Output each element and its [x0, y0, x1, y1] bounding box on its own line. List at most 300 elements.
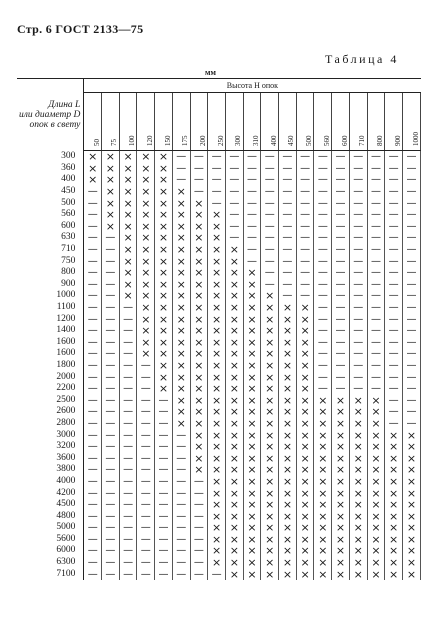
cell-mark-x: ×: [102, 197, 120, 209]
cell-mark-x: ×: [190, 441, 208, 453]
cell-mark-x: ×: [155, 255, 173, 267]
row-header-cell: [17, 79, 84, 151]
cell-mark-dash: —: [172, 557, 190, 569]
cell-mark-dash: —: [349, 174, 367, 186]
cell-mark-x: ×: [243, 510, 261, 522]
cell-mark-dash: —: [261, 221, 279, 233]
cell-mark-dash: —: [102, 534, 120, 546]
cell-mark-x: ×: [119, 267, 137, 279]
row-label: 3800: [17, 464, 84, 476]
cell-mark-dash: —: [137, 557, 155, 569]
cell-mark-x: ×: [208, 441, 226, 453]
cell-mark-x: ×: [172, 302, 190, 314]
cell-mark-x: ×: [349, 429, 367, 441]
cell-mark-dash: —: [119, 360, 137, 372]
table-row: [17, 337, 421, 349]
cell-mark-x: ×: [385, 534, 403, 546]
cell-mark-x: ×: [403, 476, 421, 488]
column-header-label: 900: [393, 135, 402, 146]
cell-mark-dash: —: [332, 197, 350, 209]
cell-mark-dash: —: [349, 325, 367, 337]
cell-mark-x: ×: [332, 464, 350, 476]
cell-mark-dash: —: [172, 429, 190, 441]
cell-mark-x: ×: [208, 487, 226, 499]
cell-mark-x: ×: [225, 418, 243, 430]
cell-mark-dash: —: [102, 487, 120, 499]
cell-mark-x: ×: [172, 255, 190, 267]
cell-mark-x: ×: [296, 371, 314, 383]
cell-mark-dash: —: [349, 337, 367, 349]
cell-mark-dash: —: [84, 325, 102, 337]
data-table: [17, 78, 421, 580]
cell-mark-dash: —: [102, 255, 120, 267]
table-row: [17, 557, 421, 569]
cell-mark-x: ×: [349, 476, 367, 488]
table-row: [17, 406, 421, 418]
cell-mark-dash: —: [367, 383, 385, 395]
cell-mark-dash: —: [332, 302, 350, 314]
column-header-label: 800: [375, 135, 384, 146]
cell-mark-dash: —: [349, 267, 367, 279]
cell-mark-dash: —: [279, 174, 297, 186]
cell-mark-dash: —: [225, 197, 243, 209]
row-label: 6300: [17, 557, 84, 569]
cell-mark-dash: —: [385, 197, 403, 209]
cell-mark-x: ×: [296, 476, 314, 488]
cell-mark-dash: —: [137, 429, 155, 441]
cell-mark-x: ×: [261, 487, 279, 499]
cell-mark-x: ×: [367, 487, 385, 499]
cell-mark-dash: —: [367, 325, 385, 337]
table-row: [17, 452, 421, 464]
cell-mark-x: ×: [225, 302, 243, 314]
cell-mark-dash: —: [172, 534, 190, 546]
cell-mark-dash: —: [84, 255, 102, 267]
cell-mark-x: ×: [349, 499, 367, 511]
cell-mark-x: ×: [208, 337, 226, 349]
cell-mark-dash: —: [243, 232, 261, 244]
cell-mark-dash: —: [385, 302, 403, 314]
cell-mark-dash: —: [332, 348, 350, 360]
cell-mark-dash: —: [385, 394, 403, 406]
cell-mark-dash: —: [84, 441, 102, 453]
cell-mark-dash: —: [137, 568, 155, 580]
cell-mark-dash: —: [332, 255, 350, 267]
cell-mark-x: ×: [261, 383, 279, 395]
cell-mark-dash: —: [102, 429, 120, 441]
column-header-label: 600: [340, 135, 349, 146]
cell-mark-dash: —: [279, 151, 297, 163]
cell-mark-dash: —: [385, 186, 403, 198]
cell-mark-x: ×: [332, 452, 350, 464]
cell-mark-x: ×: [403, 429, 421, 441]
cell-mark-dash: —: [119, 452, 137, 464]
cell-mark-x: ×: [225, 441, 243, 453]
row-label: 3000: [17, 429, 84, 441]
cell-mark-dash: —: [279, 255, 297, 267]
cell-mark-dash: —: [102, 557, 120, 569]
cell-mark-dash: —: [261, 174, 279, 186]
cell-mark-x: ×: [296, 360, 314, 372]
cell-mark-x: ×: [367, 476, 385, 488]
cell-mark-x: ×: [225, 325, 243, 337]
cell-mark-dash: —: [367, 174, 385, 186]
cell-mark-dash: —: [119, 313, 137, 325]
cell-mark-x: ×: [172, 337, 190, 349]
cell-mark-dash: —: [279, 232, 297, 244]
cell-mark-x: ×: [279, 557, 297, 569]
table-row: [17, 244, 421, 256]
table-row: [17, 487, 421, 499]
cell-mark-dash: —: [155, 568, 173, 580]
cell-mark-dash: —: [349, 221, 367, 233]
table-row: [17, 499, 421, 511]
column-header-label: 50: [92, 139, 101, 146]
cell-mark-x: ×: [314, 545, 332, 557]
cell-mark-dash: —: [102, 313, 120, 325]
cell-mark-x: ×: [137, 290, 155, 302]
cell-mark-dash: —: [403, 290, 421, 302]
cell-mark-dash: —: [119, 557, 137, 569]
cell-mark-x: ×: [385, 487, 403, 499]
cell-mark-x: ×: [314, 394, 332, 406]
column-header-label: 310: [252, 135, 261, 146]
cell-mark-x: ×: [332, 568, 350, 580]
cell-mark-x: ×: [190, 383, 208, 395]
row-header-line: или диаметр D: [19, 109, 81, 120]
cell-mark-x: ×: [349, 406, 367, 418]
cell-mark-x: ×: [84, 174, 102, 186]
cell-mark-x: ×: [314, 441, 332, 453]
cell-mark-x: ×: [208, 267, 226, 279]
cell-mark-dash: —: [119, 464, 137, 476]
cell-mark-dash: —: [403, 255, 421, 267]
cell-mark-x: ×: [190, 232, 208, 244]
cell-mark-dash: —: [332, 290, 350, 302]
cell-mark-dash: —: [403, 302, 421, 314]
cell-mark-dash: —: [119, 302, 137, 314]
row-label: 630: [17, 232, 84, 244]
cell-mark-dash: —: [84, 371, 102, 383]
cell-mark-x: ×: [385, 429, 403, 441]
cell-mark-x: ×: [137, 186, 155, 198]
cell-mark-x: ×: [332, 545, 350, 557]
cell-mark-x: ×: [137, 221, 155, 233]
cell-mark-dash: —: [349, 279, 367, 291]
cell-mark-x: ×: [208, 279, 226, 291]
row-label: 1600: [17, 337, 84, 349]
cell-mark-dash: —: [84, 383, 102, 395]
cell-mark-dash: —: [208, 186, 226, 198]
cell-mark-dash: —: [403, 418, 421, 430]
column-header: [243, 93, 261, 151]
cell-mark-dash: —: [102, 337, 120, 349]
cell-mark-x: ×: [208, 464, 226, 476]
cell-mark-x: ×: [172, 279, 190, 291]
cell-mark-x: ×: [155, 209, 173, 221]
cell-mark-dash: —: [84, 244, 102, 256]
cell-mark-x: ×: [314, 557, 332, 569]
cell-mark-dash: —: [367, 255, 385, 267]
cell-mark-dash: —: [314, 302, 332, 314]
cell-mark-dash: —: [155, 499, 173, 511]
cell-mark-x: ×: [155, 337, 173, 349]
cell-mark-dash: —: [172, 452, 190, 464]
cell-mark-x: ×: [243, 429, 261, 441]
cell-mark-dash: —: [403, 174, 421, 186]
cell-mark-dash: —: [172, 568, 190, 580]
table-row: [17, 348, 421, 360]
cell-mark-dash: —: [84, 499, 102, 511]
cell-mark-dash: —: [155, 429, 173, 441]
cell-mark-dash: —: [314, 337, 332, 349]
cell-mark-dash: —: [332, 221, 350, 233]
cell-mark-dash: —: [261, 267, 279, 279]
cell-mark-dash: —: [385, 360, 403, 372]
cell-mark-x: ×: [261, 313, 279, 325]
cell-mark-x: ×: [243, 545, 261, 557]
cell-mark-dash: —: [261, 232, 279, 244]
row-label: 750: [17, 255, 84, 267]
cell-mark-dash: —: [349, 151, 367, 163]
cell-mark-dash: —: [84, 406, 102, 418]
cell-mark-x: ×: [279, 394, 297, 406]
cell-mark-dash: —: [243, 197, 261, 209]
cell-mark-x: ×: [208, 394, 226, 406]
cell-mark-x: ×: [261, 557, 279, 569]
column-header: [137, 93, 155, 151]
cell-mark-dash: —: [119, 522, 137, 534]
cell-mark-dash: —: [403, 232, 421, 244]
cell-mark-x: ×: [225, 244, 243, 256]
cell-mark-x: ×: [137, 348, 155, 360]
cell-mark-x: ×: [155, 267, 173, 279]
cell-mark-x: ×: [119, 279, 137, 291]
cell-mark-dash: —: [119, 510, 137, 522]
cell-mark-dash: —: [155, 464, 173, 476]
column-header-label: 450: [287, 135, 296, 146]
cell-mark-dash: —: [279, 290, 297, 302]
column-header-label: 1000: [411, 132, 420, 146]
row-label: 1800: [17, 360, 84, 372]
cell-mark-x: ×: [172, 197, 190, 209]
cell-mark-dash: —: [190, 163, 208, 175]
row-label: 450: [17, 186, 84, 198]
cell-mark-dash: —: [84, 302, 102, 314]
cell-mark-dash: —: [349, 302, 367, 314]
cell-mark-x: ×: [279, 406, 297, 418]
column-header: [332, 93, 350, 151]
cell-mark-x: ×: [137, 209, 155, 221]
cell-mark-dash: —: [84, 348, 102, 360]
cell-mark-x: ×: [155, 360, 173, 372]
cell-mark-x: ×: [314, 487, 332, 499]
cell-mark-dash: —: [261, 255, 279, 267]
cell-mark-dash: —: [119, 534, 137, 546]
cell-mark-x: ×: [208, 232, 226, 244]
cell-mark-dash: —: [403, 279, 421, 291]
cell-mark-dash: —: [190, 534, 208, 546]
cell-mark-dash: —: [385, 371, 403, 383]
cell-mark-x: ×: [102, 221, 120, 233]
cell-mark-dash: —: [137, 499, 155, 511]
cell-mark-x: ×: [225, 534, 243, 546]
cell-mark-dash: —: [102, 476, 120, 488]
cell-mark-x: ×: [403, 499, 421, 511]
cell-mark-dash: —: [332, 163, 350, 175]
cell-mark-dash: —: [367, 209, 385, 221]
cell-mark-x: ×: [261, 325, 279, 337]
column-header-label: 120: [145, 135, 154, 146]
cell-mark-x: ×: [296, 522, 314, 534]
cell-mark-x: ×: [119, 186, 137, 198]
cell-mark-x: ×: [137, 163, 155, 175]
cell-mark-x: ×: [243, 568, 261, 580]
row-label: 6000: [17, 545, 84, 557]
column-header: [367, 93, 385, 151]
cell-mark-dash: —: [314, 348, 332, 360]
row-label: 560: [17, 209, 84, 221]
cell-mark-dash: —: [155, 406, 173, 418]
cell-mark-dash: —: [314, 174, 332, 186]
cell-mark-dash: —: [243, 255, 261, 267]
cell-mark-x: ×: [172, 325, 190, 337]
group-header: Высота H опок: [84, 79, 421, 93]
cell-mark-x: ×: [225, 487, 243, 499]
cell-mark-x: ×: [225, 464, 243, 476]
table-row: [17, 302, 421, 314]
cell-mark-x: ×: [225, 267, 243, 279]
cell-mark-dash: —: [296, 290, 314, 302]
cell-mark-dash: —: [296, 209, 314, 221]
cell-mark-x: ×: [119, 221, 137, 233]
cell-mark-dash: —: [84, 557, 102, 569]
cell-mark-dash: —: [155, 476, 173, 488]
cell-mark-x: ×: [225, 545, 243, 557]
cell-mark-dash: —: [172, 174, 190, 186]
table-row: [17, 279, 421, 291]
cell-mark-x: ×: [155, 279, 173, 291]
cell-mark-dash: —: [84, 279, 102, 291]
cell-mark-x: ×: [385, 476, 403, 488]
cell-mark-dash: —: [403, 337, 421, 349]
cell-mark-x: ×: [279, 568, 297, 580]
cell-mark-dash: —: [102, 452, 120, 464]
cell-mark-x: ×: [243, 360, 261, 372]
cell-mark-dash: —: [296, 186, 314, 198]
cell-mark-x: ×: [225, 360, 243, 372]
table-row: [17, 232, 421, 244]
cell-mark-x: ×: [190, 279, 208, 291]
cell-mark-x: ×: [243, 302, 261, 314]
cell-mark-x: ×: [279, 418, 297, 430]
cell-mark-x: ×: [367, 545, 385, 557]
table-row: [17, 163, 421, 175]
cell-mark-dash: —: [225, 209, 243, 221]
cell-mark-x: ×: [314, 429, 332, 441]
cell-mark-x: ×: [261, 464, 279, 476]
cell-mark-dash: —: [119, 441, 137, 453]
cell-mark-dash: —: [349, 255, 367, 267]
cell-mark-dash: —: [385, 290, 403, 302]
cell-mark-x: ×: [332, 557, 350, 569]
cell-mark-dash: —: [367, 290, 385, 302]
cell-mark-dash: —: [349, 197, 367, 209]
cell-mark-dash: —: [403, 360, 421, 372]
cell-mark-x: ×: [119, 244, 137, 256]
cell-mark-x: ×: [208, 255, 226, 267]
cell-mark-dash: —: [119, 476, 137, 488]
cell-mark-dash: —: [172, 510, 190, 522]
column-header: [261, 93, 279, 151]
cell-mark-x: ×: [261, 452, 279, 464]
cell-mark-x: ×: [314, 476, 332, 488]
cell-mark-dash: —: [367, 186, 385, 198]
cell-mark-x: ×: [208, 302, 226, 314]
cell-mark-x: ×: [314, 418, 332, 430]
row-label: 5000: [17, 522, 84, 534]
cell-mark-dash: —: [385, 174, 403, 186]
column-header-label: 500: [305, 135, 314, 146]
cell-mark-dash: —: [155, 545, 173, 557]
cell-mark-x: ×: [367, 522, 385, 534]
cell-mark-x: ×: [243, 290, 261, 302]
cell-mark-dash: —: [403, 371, 421, 383]
cell-mark-x: ×: [403, 464, 421, 476]
cell-mark-x: ×: [332, 429, 350, 441]
column-header: [403, 93, 421, 151]
cell-mark-dash: —: [225, 163, 243, 175]
cell-mark-dash: —: [119, 568, 137, 580]
table-row: [17, 510, 421, 522]
cell-mark-dash: —: [314, 325, 332, 337]
row-label: 2600: [17, 406, 84, 418]
cell-mark-dash: —: [349, 209, 367, 221]
cell-mark-dash: —: [385, 337, 403, 349]
cell-mark-x: ×: [296, 429, 314, 441]
cell-mark-x: ×: [367, 394, 385, 406]
cell-mark-x: ×: [137, 244, 155, 256]
row-label: 500: [17, 197, 84, 209]
cell-mark-x: ×: [279, 545, 297, 557]
cell-mark-x: ×: [172, 267, 190, 279]
cell-mark-dash: —: [190, 487, 208, 499]
cell-mark-x: ×: [172, 360, 190, 372]
row-header-line: опок в свету: [29, 119, 81, 130]
cell-mark-dash: —: [225, 186, 243, 198]
cell-mark-dash: —: [314, 313, 332, 325]
column-header: [314, 93, 332, 151]
table-row: [17, 394, 421, 406]
column-header: [279, 93, 297, 151]
cell-mark-x: ×: [190, 406, 208, 418]
table-row: [17, 545, 421, 557]
cell-mark-dash: —: [296, 151, 314, 163]
cell-mark-dash: —: [296, 174, 314, 186]
cell-mark-dash: —: [367, 151, 385, 163]
cell-mark-dash: —: [385, 267, 403, 279]
table-row: [17, 464, 421, 476]
cell-mark-dash: —: [367, 360, 385, 372]
cell-mark-dash: —: [385, 163, 403, 175]
table-row: [17, 418, 421, 430]
cell-mark-x: ×: [172, 313, 190, 325]
table-row: [17, 441, 421, 453]
cell-mark-x: ×: [243, 452, 261, 464]
cell-mark-dash: —: [243, 221, 261, 233]
cell-mark-dash: —: [137, 476, 155, 488]
cell-mark-x: ×: [314, 406, 332, 418]
